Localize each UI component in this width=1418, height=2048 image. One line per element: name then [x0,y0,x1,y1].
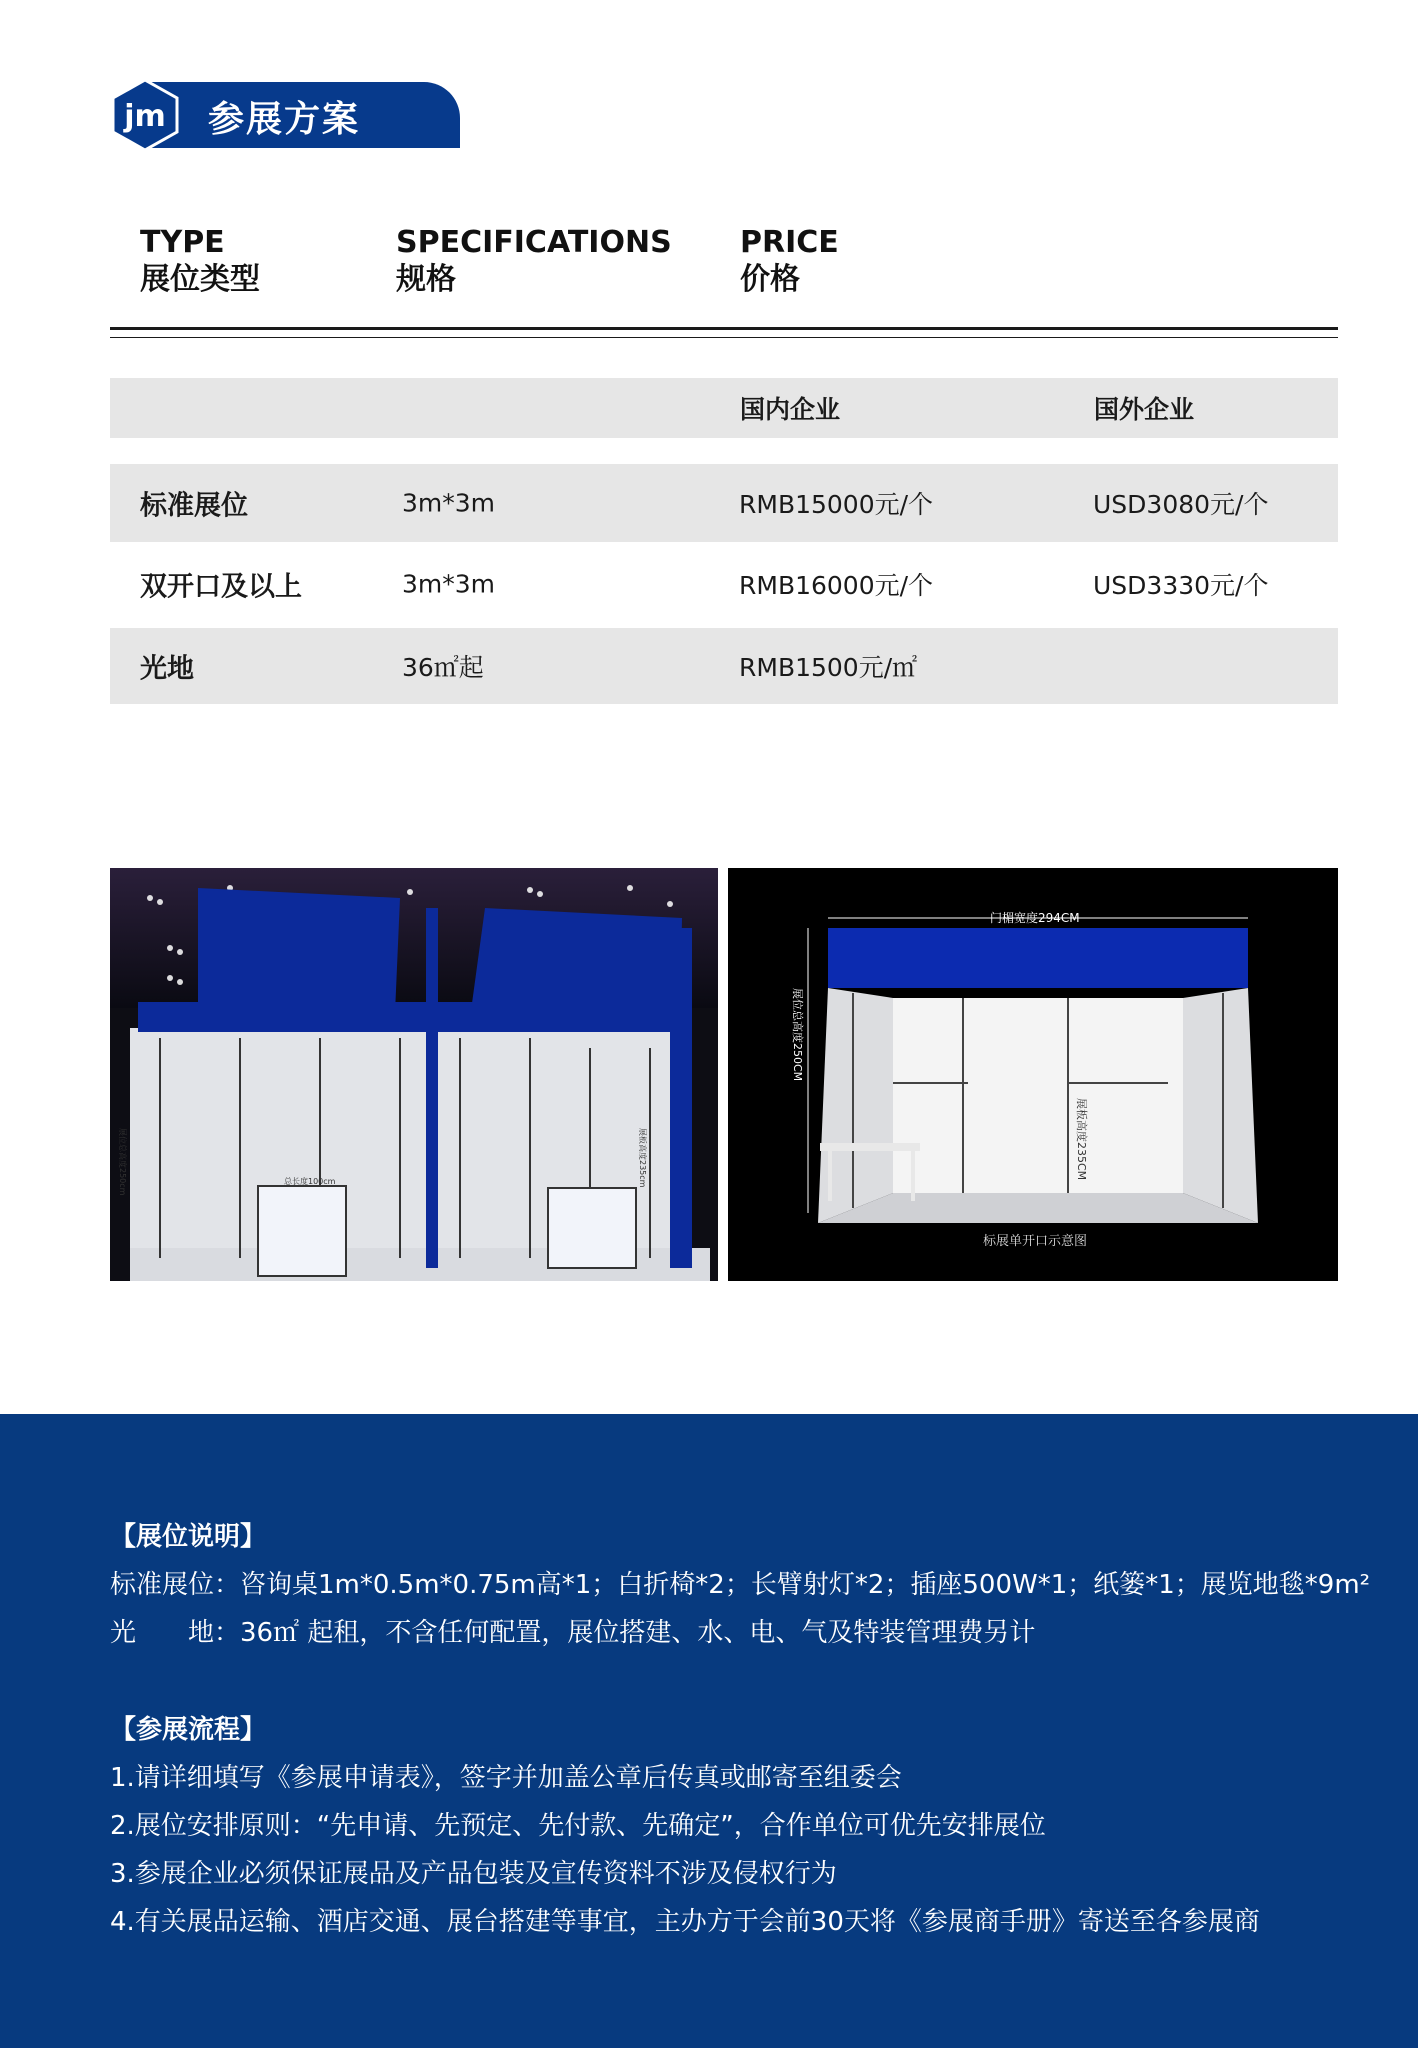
svg-text:展位总高度250cm: 展位总高度250cm [118,1128,127,1196]
row-type: 标准展位 [140,490,248,522]
svg-text:展位总高度250CM: 展位总高度250CM [791,988,804,1082]
booth-info-heading: 【展位说明】 [110,1522,267,1552]
jm-logo-icon [108,78,182,152]
svg-text:展板高度235CM: 展板高度235CM [1075,1098,1088,1181]
table-row [110,628,1338,704]
process-step: 4.有关展品运输、酒店交通、展台搭建等事宜，主办方于会前30天将《参展商手册》寄送至各参展商 [110,1907,1260,1937]
process-heading: 【参展流程】 [110,1715,267,1745]
process-step: 2.展位安排原则：“先申请、先预定、先付款、先确定”，合作单位可优先安排展位 [110,1811,1046,1841]
svg-text:门楣宽度294CM: 门楣宽度294CM [990,911,1080,925]
row-spec: 3m*3m [402,569,496,599]
process-step: 1.请详细填写《参展申请表》，签字并加盖公章后传真或邮寄至组委会 [110,1763,902,1793]
row-foreign-price: USD3080元/个 [1093,490,1269,519]
column-price-header: PRICE 价格 [740,225,839,297]
svg-text:展板高度235cm: 展板高度235cm [638,1128,647,1188]
column-type-header: TYPE 展位类型 [140,225,260,297]
double-booth-render [110,868,718,1281]
row-type: 双开口及以上 [140,571,302,603]
svg-text:标展单开口示意图: 标展单开口示意图 [983,1234,1088,1249]
svg-text:jm: jm [124,99,166,134]
svg-text:总长度100cm: 总长度100cm [284,1177,336,1186]
process-step: 3.参展企业必须保证展品及产品包装及宣传资料不涉及侵权行为 [110,1859,837,1889]
column-spec-header: SPECIFICATIONS 规格 [396,225,672,297]
header-divider [110,327,1338,330]
table-row [110,464,1338,542]
section-badge [108,82,460,148]
row-domestic-price: RMB1500元/㎡ [739,653,918,682]
page-title: 参展方案 [208,99,361,140]
table-row [110,544,1338,624]
row-spec: 36㎡起 [402,653,484,682]
domestic-label: 国内企业 [740,395,841,424]
row-domestic-price: RMB16000元/个 [739,571,934,600]
header-divider-thin [110,337,1338,338]
info-section [0,1414,1418,2048]
row-spec: 3m*3m [402,488,496,518]
row-foreign-price: USD3330元/个 [1093,571,1269,600]
foreign-label: 国外企业 [1094,395,1195,424]
row-type: 光地 [140,653,194,685]
single-booth-diagram [728,868,1338,1281]
price-subheader-row [110,378,1338,438]
row-domestic-price: RMB15000元/个 [739,490,934,519]
booth-info-space: 光 地：36㎡ 起租，不含任何配置，展位搭建、水、电、气及特装管理费另计 [110,1618,1036,1648]
booth-info-standard: 标准展位：咨询桌1m*0.5m*0.75m高*1；白折椅*2；长臂射灯*2；插座500W*1；纸篓*1；展览地毯*9m² [110,1570,1371,1600]
